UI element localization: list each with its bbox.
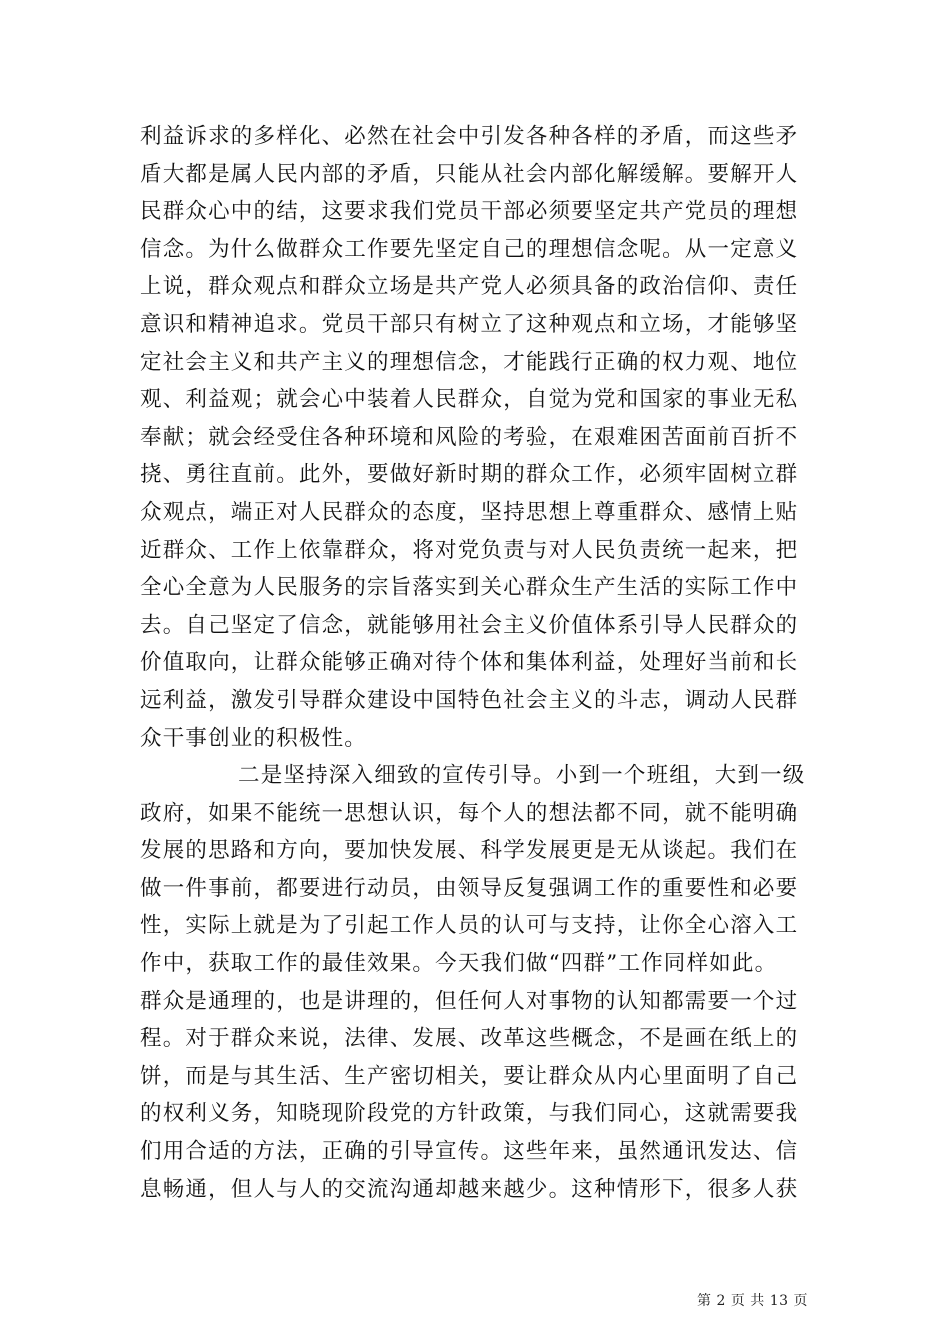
body-text bbox=[140, 118, 810, 1208]
text-line: 性，实际上就是为了引起工作人员的认可与支持，让你全心溶入工 bbox=[140, 913, 799, 939]
text-line: 信念。为什么做群众工作要先坚定自己的理想信念呢。从一定意义 bbox=[140, 236, 799, 262]
text-line: 众干事创业的积极性。 bbox=[140, 725, 368, 751]
text-line: 挠、勇往直前。此外，要做好新时期的群众工作，必须牢固树立群 bbox=[140, 462, 799, 488]
text-line: 程。对于群众来说，法律、发展、改革这些概念，不是画在纸上的 bbox=[140, 1026, 799, 1052]
text-line: 上说，群众观点和群众立场是共产党人必须具备的政治信仰、责任 bbox=[140, 274, 799, 300]
text-line: 盾大都是属人民内部的矛盾，只能从社会内部化解缓解。要解开人 bbox=[140, 161, 799, 187]
text-line: 息畅通，但人与人的交流沟通却越来越少。这种情形下，很多人获 bbox=[140, 1176, 799, 1202]
text-line: 众观点，端正对人民群众的态度，坚持思想上尊重群众、感情上贴 bbox=[140, 499, 799, 525]
text-line: 做一件事前，都要进行动员，由领导反复强调工作的重要性和必要 bbox=[140, 875, 799, 901]
page-number-footer: 第 2 页 共 13 页 bbox=[697, 1293, 808, 1309]
text-line: 政府，如果不能统一思想认识，每个人的想法都不同，就不能明确 bbox=[140, 800, 799, 826]
text-line: 远利益，激发引导群众建设中国特色社会主义的斗志，调动人民群 bbox=[140, 687, 799, 713]
text-line: 饼，而是与其生活、生产密切相关，要让群众从内心里面明了自己 bbox=[140, 1063, 799, 1089]
text-line: 奉献；就会经受住各种环境和风险的考验，在艰难困苦面前百折不 bbox=[140, 424, 799, 450]
text-line: 观、利益观；就会心中装着人民群众，自觉为党和国家的事业无私 bbox=[140, 387, 799, 413]
text-line: 意识和精神追求。党员干部只有树立了这种观点和立场，才能够坚 bbox=[140, 311, 799, 337]
text-line: 群众是通理的，也是讲理的，但任何人对事物的认知都需要一个过 bbox=[140, 988, 799, 1014]
text-line: 近群众、工作上依靠群众，将对党负责与对人民负责统一起来，把 bbox=[140, 537, 799, 563]
text-line: 的权利义务，知晓现阶段党的方针政策，与我们同心，这就需要我 bbox=[140, 1101, 799, 1127]
text-line: 发展的思路和方向，要加快发展、科学发展更是无从谈起。我们在 bbox=[140, 838, 799, 864]
text-line: 利益诉求的多样化、必然在社会中引发各种各样的矛盾，而这些矛 bbox=[140, 124, 799, 149]
text-line: 去。自己坚定了信念，就能够用社会主义价值体系引导人民群众的 bbox=[140, 612, 799, 638]
text-line: 民群众心中的结，这要求我们党员干部必须要坚定共产党员的理想 bbox=[140, 199, 799, 225]
text-line: 价值取向，让群众能够正确对待个体和集体利益，处理好当前和长 bbox=[140, 650, 799, 676]
paragraph-start-line: 二是坚持深入细致的宣传引导。小到一个班组，大到一级 bbox=[238, 763, 806, 789]
text-line: 定社会主义和共产主义的理想信念，才能践行正确的权力观、地位 bbox=[140, 349, 799, 375]
text-line: 们用合适的方法，正确的引导宣传。这些年来，虽然通讯发达、信 bbox=[140, 1139, 799, 1165]
text-line: 全心全意为人民服务的宗旨落实到关心群众生产生活的实际工作中 bbox=[140, 575, 799, 601]
text-line: 作中，获取工作的最佳效果。今天我们做“四群”工作同样如此。 bbox=[140, 951, 778, 977]
